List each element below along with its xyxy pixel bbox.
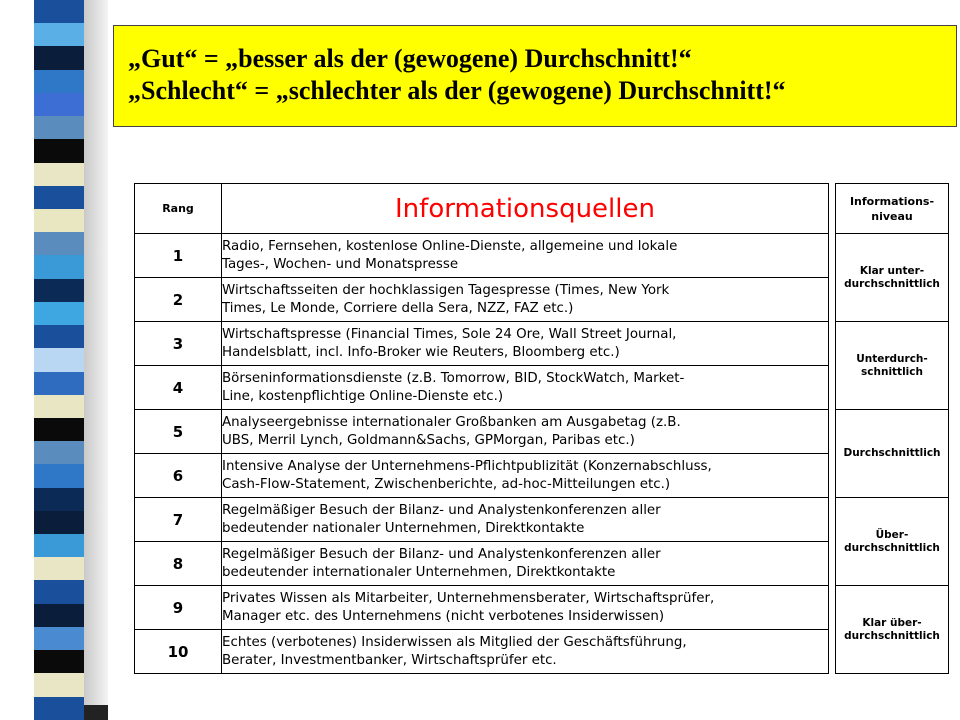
source-line-1: Echtes (verbotenes) Insiderwissen als Mitglied der Geschäftsführung, [222,634,687,650]
rank-cell: 10 [135,630,222,674]
source-line-1: Regelmäßiger Besuch der Bilanz- und Analystenkonferenzen aller [222,502,661,518]
stripe-segment [34,163,84,186]
rank-cell: 3 [135,322,222,366]
stripe-segment [34,93,84,116]
stripe-segment [34,232,84,255]
stripe-segment [34,604,84,627]
source-line-2: bedeutender nationaler Unternehmen, Direktkontakte [222,520,585,536]
level-line-1: Über- [875,528,909,541]
source-line-1: Wirtschaftsseiten der hochklassigen Tagespresse (Times, New York [222,282,670,298]
stripe-segment [34,441,84,464]
header-title: Informationsquellen [222,184,829,234]
stripe-segment [34,302,84,325]
table-header-row [135,184,949,234]
source-line-1: Börseninformationsdienste (z.B. Tomorrow, BID, StockWatch, Market- [222,370,685,386]
stripe-segment [34,372,84,395]
source-line-2: bedeutender internationaler Unternehmen, Direktkontakte [222,564,616,580]
source-cell [222,366,829,410]
source-cell [222,454,829,498]
table-row [135,410,949,454]
source-line-2: Times, Le Monde, Corriere della Sera, NZZ, FAZ etc.) [222,300,574,316]
stripe-segment [34,46,84,69]
source-cell [222,630,829,674]
level-line-2: durchschnittlich [844,629,940,642]
source-cell [222,322,829,366]
stripe-segment [34,418,84,441]
stripe-segment [34,116,84,139]
stripe-segment [34,697,84,720]
source-line-1: Regelmäßiger Besuch der Bilanz- und Analystenkonferenzen aller [222,546,661,562]
stripe-segment [34,650,84,673]
information-sources-table [134,183,949,674]
table-row [135,322,949,366]
rank-cell: 6 [135,454,222,498]
title-line-1: „Gut“ = „besser als der (gewogene) Durchschnitt!“ [128,44,692,73]
rank-cell: 5 [135,410,222,454]
header-level-line2: niveau [871,209,913,223]
stripe-shadow [84,0,108,720]
stripe-segment [34,255,84,278]
level-line-1: Unterdurch- [856,352,928,365]
rank-cell: 1 [135,234,222,278]
title-line-2: „Schlecht“ = „schlechter als der (gewogene) Durchschnitt!“ [128,76,786,105]
level-line-1: Durchschnittlich [843,447,941,459]
level-line-1: Klar über- [862,616,922,629]
source-cell [222,542,829,586]
level-cell [836,498,949,586]
header-level [836,184,949,234]
stripe-segment [34,0,84,23]
stripe-segment [34,70,84,93]
decorative-stripe-bar [34,0,84,720]
table-row [135,586,949,630]
table-row [135,630,949,674]
level-cell [836,322,949,410]
source-cell [222,498,829,542]
table-row [135,542,949,586]
stripe-segment [34,279,84,302]
rank-cell: 7 [135,498,222,542]
stripe-edge [84,705,108,720]
source-line-2: Tages-, Wochen- und Monatspresse [222,256,459,272]
stripe-segment [34,464,84,487]
level-cell [836,410,949,498]
source-line-2: Cash-Flow-Statement, Zwischenberichte, ad-hoc-Mitteilungen etc.) [222,476,671,492]
level-line-1: Klar unter- [859,264,925,277]
rank-cell: 4 [135,366,222,410]
stripe-segment [34,534,84,557]
table-row [135,454,949,498]
source-cell [222,410,829,454]
source-line-2: Handelsblatt, incl. Info-Broker wie Reuters, Bloomberg etc.) [222,344,620,360]
level-cell [836,586,949,674]
rank-cell: 8 [135,542,222,586]
level-line-2: durchschnittlich [844,541,940,554]
level-cell [836,234,949,322]
stripe-segment [34,673,84,696]
level-line-2: schnittlich [861,365,923,378]
header-level-line1: Informations- [849,194,935,208]
stripe-segment [34,139,84,162]
table-row [135,498,949,542]
source-line-2: Berater, Investmentbanker, Wirtschaftsprüfer etc. [222,652,557,668]
title-box [113,25,957,127]
rank-cell: 2 [135,278,222,322]
stripe-segment [34,23,84,46]
source-line-2: Manager etc. des Unternehmens (nicht verbotenes Insiderwissen) [222,608,665,624]
stripe-segment [34,580,84,603]
rank-cell: 9 [135,586,222,630]
level-line-2: durchschnittlich [844,277,940,290]
table-row [135,234,949,278]
source-cell [222,586,829,630]
table-row [135,278,949,322]
source-line-1: Analyseergebnisse internationaler Großbanken am Ausgabetag (z.B. [222,414,681,430]
source-line-1: Intensive Analyse der Unternehmens-Pflichtpublizität (Konzernabschluss, [222,458,712,474]
source-line-2: Line, kostenpflichtige Online-Dienste etc.) [222,388,504,404]
stripe-segment [34,395,84,418]
stripe-segment [34,627,84,650]
stripe-segment [34,488,84,511]
source-line-1: Radio, Fernsehen, kostenlose Online-Dienste, allgemeine und lokale [222,238,678,254]
stripe-segment [34,557,84,580]
source-line-1: Wirtschaftspresse (Financial Times, Sole 24 Ore, Wall Street Journal, [222,326,677,342]
source-line-2: UBS, Merril Lynch, Goldmann&Sachs, GPMorgan, Paribas etc.) [222,432,635,448]
stripe-segment [34,186,84,209]
header-rank: Rang [135,184,222,234]
source-line-1: Privates Wissen als Mitarbeiter, Unternehmensberater, Wirtschaftsprüfer, [222,590,715,606]
stripe-segment [34,325,84,348]
source-cell [222,234,829,278]
stripe-segment [34,511,84,534]
table-row [135,366,949,410]
stripe-segment [34,209,84,232]
stripe-segment [34,348,84,371]
source-cell [222,278,829,322]
